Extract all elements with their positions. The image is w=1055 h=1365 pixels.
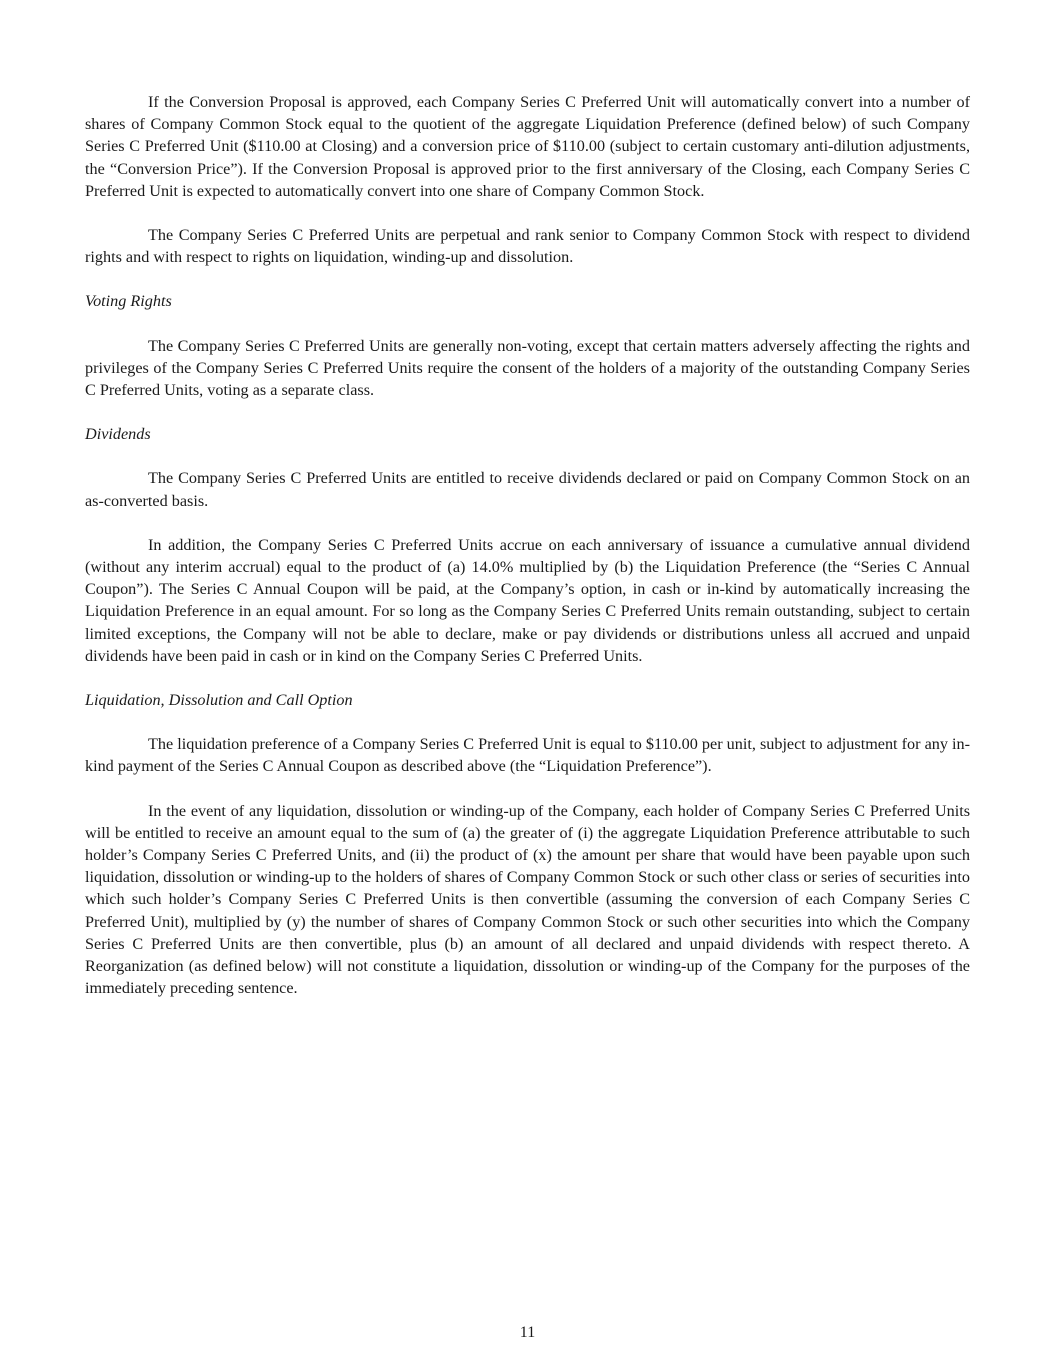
heading-voting-rights: Voting Rights — [85, 292, 172, 311]
document-body — [85, 91, 970, 1022]
paragraph-dividends-as-converted: The Company Series C Preferred Units are entitled to receive dividends declared or paid on Company Common Stock on an as-converted basis. — [85, 469, 970, 510]
paragraph-annual-coupon: In addition, the Company Series C Preferred Units accrue on each anniversary of issuance a cumulative annual dividend (without any interim accrual) equal to the product of (a) 14.0% multiplied by (b) the Liquidation Preference (the “Series C Annual Coupon”). The Series C Annual Coupon will be paid, at the Company’s option, in cash or in-kind by automatically increasing the Liquidation Preference in an equal amount. For so long as the Company Series C Preferred Units remain outstanding, subject to certain limited exceptions, the Company will not be able to declare, make or pay dividends or distributions unless all accrued and unpaid dividends have been paid in cash or in kind on the Company Series C Preferred Units. — [85, 535, 970, 665]
paragraph-liquidation-preference: The liquidation preference of a Company Series C Preferred Unit is equal to $110.00 per unit, subject to adjustment for any in-kind payment of the Series C Annual Coupon as described above (the “Liquidation Preference”). — [85, 735, 970, 776]
heading-dividends: Dividends — [85, 425, 151, 444]
heading-liquidation: Liquidation, Dissolution and Call Option — [85, 691, 353, 710]
paragraph-voting-rights: The Company Series C Preferred Units are generally non-voting, except that certain matters adversely affecting the rights and privileges of the Company Series C Preferred Units require the consent of the holders of a majority of the outstanding Company Series C Preferred Units, voting as a separate class. — [85, 336, 970, 400]
paragraph-liquidation-event: In the event of any liquidation, dissolution or winding-up of the Company, each holder of Company Series C Preferred Units will be entitled to receive an amount equal to the sum of (a) the greater of (i) the aggregate Liquidation Preference attributable to such holder’s Company Series C Preferred Units, and (ii) the product of (x) the amount per share that would have been payable upon such liquidation, dissolution or winding-up to the holders of shares of Company Common Stock or such other class or series of securities into which such holder’s Company Series C Preferred Units is then convertible (assuming the conversion of each Company Series C Preferred Unit), multiplied by (y) the number of shares of Company Common Stock or such other securities into which the Company Series C Preferred Units are then convertible, plus (b) an amount of all declared and unpaid dividends with respect thereto. A Reorganization (as defined below) will not constitute a liquidation, dissolution or winding-up of the Company for the purposes of the immediately preceding sentence. — [85, 801, 970, 998]
page-number: 11 — [519, 1324, 536, 1341]
paragraph-conversion-proposal: If the Conversion Proposal is approved, each Company Series C Preferred Unit will automatically convert into a number of shares of Company Common Stock equal to the quotient of the aggregate Liquidation Preference (defined below) of such Company Series C Preferred Unit ($110.00 at Closing) and a conversion price of $110.00 (subject to certain customary anti-dilution adjustments, the “Conversion Price”). If the Conversion Proposal is approved prior to the first anniversary of the Closing, each Company Series C Preferred Unit is expected to automatically convert into one share of Company Common Stock. — [85, 93, 970, 200]
paragraph-ranking: The Company Series C Preferred Units are perpetual and rank senior to Company Common Stock with respect to dividend rights and with respect to rights on liquidation, winding-up and dissolution. — [85, 226, 970, 267]
